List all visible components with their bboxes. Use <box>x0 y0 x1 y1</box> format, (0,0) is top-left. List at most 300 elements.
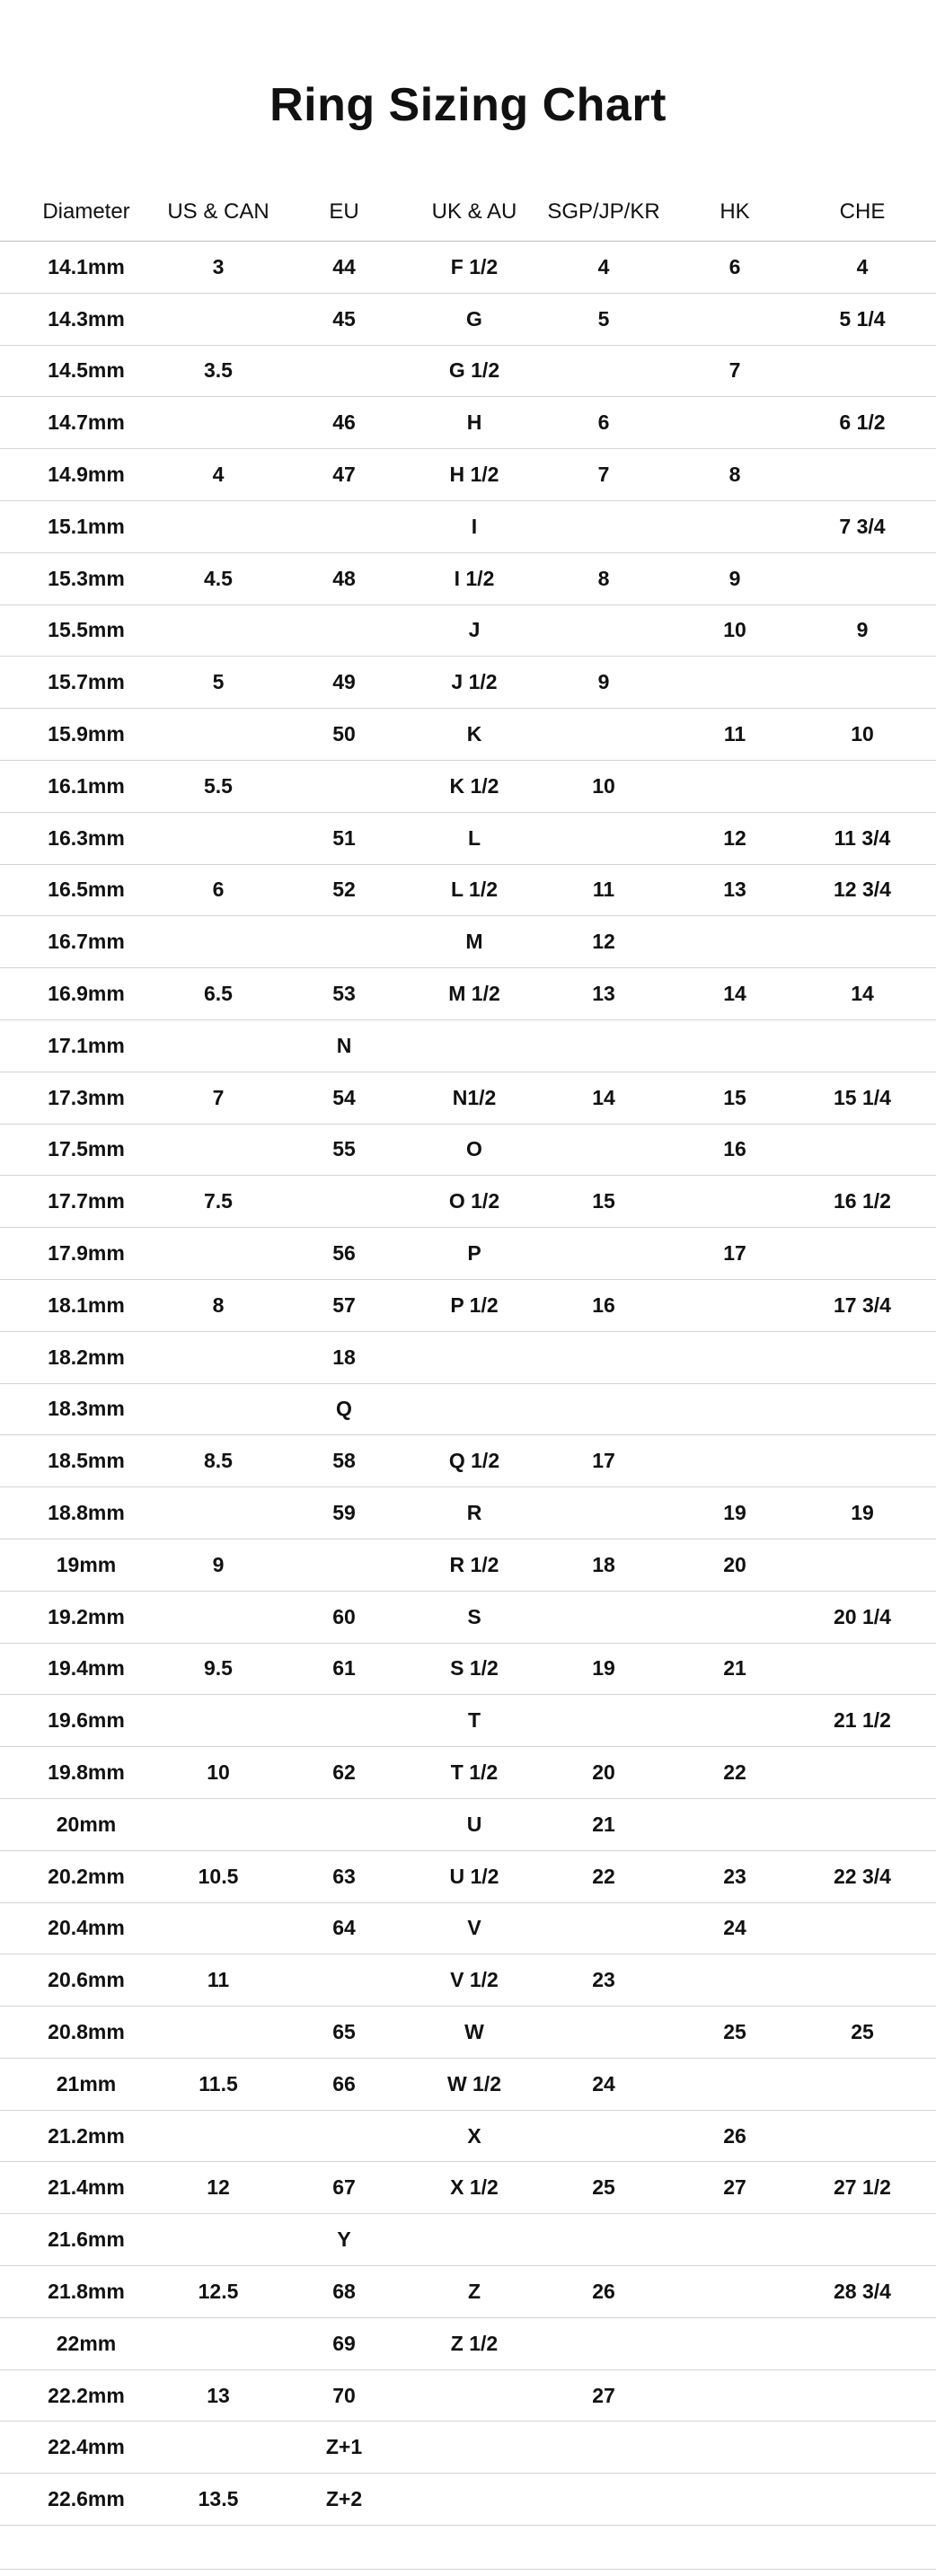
cell-eu <box>296 2111 392 2162</box>
cell-us-can: 10 <box>207 1760 230 1784</box>
cell-diameter: 21.6mm <box>48 2228 125 2252</box>
cell-hk: 23 <box>723 1864 746 1888</box>
cell-uk-au: J <box>468 618 481 642</box>
cell-uk-au: G <box>466 306 482 331</box>
cell-uk-au: I <box>471 514 478 538</box>
cell-diameter: 22.4mm <box>48 2435 125 2459</box>
cell-hk: 27 <box>723 2175 746 2200</box>
cell-che: 10 <box>851 722 874 746</box>
cell-hk: 8 <box>728 463 741 487</box>
table-row <box>0 2059 936 2111</box>
cell-che <box>808 449 916 500</box>
cell-us-can: 7.5 <box>204 1189 233 1213</box>
cell-eu: 70 <box>332 2383 356 2407</box>
cell-hk <box>690 1954 780 2006</box>
cell-hk: 25 <box>723 2019 746 2043</box>
cell-hk: 9 <box>728 566 741 590</box>
cell-eu: Z+2 <box>325 2487 363 2511</box>
cell-che <box>808 1747 916 1798</box>
table-row <box>0 865 936 917</box>
cell-sgp-jp-kr: 26 <box>592 2279 615 2303</box>
table-row <box>0 1799 936 1851</box>
cell-sgp-jp-kr <box>535 346 672 397</box>
cell-diameter: 17.7mm <box>48 1189 125 1213</box>
cell-sgp-jp-kr: 15 <box>592 1189 615 1213</box>
table-row <box>0 1954 936 2007</box>
cell-us-can <box>172 1592 264 1643</box>
cell-hk: 21 <box>723 1656 746 1681</box>
cell-sgp-jp-kr: 18 <box>592 1552 615 1576</box>
cell-diameter: 15.3mm <box>48 566 125 590</box>
cell-us-can: 8 <box>212 1292 225 1317</box>
cell-che <box>808 1799 916 1850</box>
cell-che <box>808 2059 916 2110</box>
cell-che: 5 1/4 <box>839 306 886 331</box>
column-header-diameter: Diameter <box>42 198 130 224</box>
cell-eu: Q <box>336 1397 352 1421</box>
cell-sgp-jp-kr: 25 <box>592 2175 615 2200</box>
table-row <box>0 1332 936 1384</box>
cell-sgp-jp-kr <box>535 2318 672 2369</box>
cell-us-can: 9.5 <box>204 1656 233 1681</box>
cell-us-can: 4 <box>212 463 225 487</box>
cell-sgp-jp-kr <box>535 1228 672 1279</box>
table-row <box>0 968 936 1020</box>
cell-che <box>808 2474 916 2525</box>
cell-sgp-jp-kr <box>535 1695 672 1746</box>
cell-sgp-jp-kr <box>535 1487 672 1539</box>
cell-diameter: 19.4mm <box>48 1656 125 1681</box>
cell-uk-au <box>420 2214 528 2265</box>
cell-us-can <box>172 2318 264 2369</box>
table-row <box>0 242 936 294</box>
table-row <box>0 1384 936 1436</box>
table-header-row <box>0 188 936 242</box>
table-row <box>0 1539 936 1592</box>
table-row <box>0 2370 936 2422</box>
cell-sgp-jp-kr: 22 <box>592 1864 615 1888</box>
table-row <box>0 1747 936 1799</box>
cell-eu: 53 <box>332 982 356 1006</box>
cell-sgp-jp-kr: 6 <box>597 410 610 435</box>
cell-hk <box>690 2214 780 2265</box>
cell-sgp-jp-kr: 8 <box>597 566 610 590</box>
cell-sgp-jp-kr: 20 <box>592 1760 615 1784</box>
table-row <box>0 2162 936 2214</box>
cell-uk-au: V 1/2 <box>450 1968 499 1992</box>
cell-che: 16 1/2 <box>834 1189 891 1213</box>
cell-che <box>808 1125 916 1176</box>
cell-eu: Z+1 <box>325 2435 363 2459</box>
cell-sgp-jp-kr <box>535 2111 672 2162</box>
cell-us-can: 13 <box>207 2383 230 2407</box>
column-header-che: CHE <box>839 198 886 224</box>
cell-us-can <box>172 1228 264 1279</box>
cell-us-can <box>172 1799 264 1850</box>
cell-uk-au: F 1/2 <box>450 254 499 278</box>
cell-hk: 17 <box>723 1241 746 1266</box>
cell-eu <box>296 1176 392 1227</box>
cell-eu <box>296 605 392 657</box>
cell-us-can: 5.5 <box>204 773 233 798</box>
cell-diameter: 19.6mm <box>48 1708 125 1733</box>
cell-sgp-jp-kr: 4 <box>597 254 610 278</box>
table-row <box>0 294 936 346</box>
cell-sgp-jp-kr <box>535 2474 672 2525</box>
cell-che: 15 1/4 <box>834 1085 891 1109</box>
cell-diameter: 19.8mm <box>48 1760 125 1784</box>
cell-sgp-jp-kr <box>535 1125 672 1176</box>
table-row <box>0 605 936 657</box>
cell-uk-au: I 1/2 <box>454 566 495 590</box>
cell-diameter: 20.4mm <box>48 1916 125 1940</box>
cell-che: 6 1/2 <box>839 410 886 435</box>
table-row <box>0 1125 936 1177</box>
cell-che: 17 3/4 <box>834 1292 891 1317</box>
cell-us-can: 7 <box>212 1085 225 1109</box>
cell-hk: 24 <box>723 1916 746 1940</box>
cell-eu: 51 <box>332 825 356 850</box>
cell-sgp-jp-kr: 9 <box>597 670 610 694</box>
table-row <box>0 1695 936 1747</box>
cell-uk-au: W <box>464 2019 484 2043</box>
cell-us-can <box>172 2111 264 2162</box>
table-row <box>0 813 936 865</box>
ring-size-table <box>0 188 936 2526</box>
cell-eu: 62 <box>332 1760 356 1784</box>
cell-uk-au: M <box>465 930 483 954</box>
cell-diameter: 14.5mm <box>48 358 125 383</box>
cell-eu: 55 <box>332 1137 356 1161</box>
cell-sgp-jp-kr: 12 <box>592 930 615 954</box>
table-body <box>0 242 936 2526</box>
cell-us-can <box>172 2007 264 2058</box>
cell-hk <box>690 1799 780 1850</box>
cell-uk-au: T <box>467 1708 481 1733</box>
cell-uk-au <box>420 2474 528 2525</box>
cell-hk <box>690 397 780 448</box>
cell-eu: 54 <box>332 1085 356 1109</box>
table-row <box>0 657 936 709</box>
cell-hk: 16 <box>723 1137 746 1161</box>
cell-che: 14 <box>851 982 874 1006</box>
cell-eu: 44 <box>332 254 356 278</box>
cell-eu <box>296 501 392 552</box>
cell-che: 20 1/4 <box>834 1604 891 1628</box>
cell-uk-au: H <box>466 410 482 435</box>
cell-us-can: 5 <box>212 670 225 694</box>
cell-che <box>808 1644 916 1695</box>
cell-eu: 47 <box>332 463 356 487</box>
cell-us-can: 10.5 <box>198 1864 239 1888</box>
cell-uk-au: S 1/2 <box>450 1656 499 1681</box>
cell-che <box>808 2214 916 2265</box>
cell-diameter: 15.7mm <box>48 670 125 694</box>
cell-us-can: 4.5 <box>204 566 233 590</box>
cell-diameter: 19.2mm <box>48 1604 125 1628</box>
cell-eu: 60 <box>332 1604 356 1628</box>
cell-eu: 52 <box>332 878 356 902</box>
cell-che <box>808 1903 916 1954</box>
cell-eu: 48 <box>332 566 356 590</box>
cell-uk-au <box>420 2370 528 2422</box>
table-row <box>0 2111 936 2163</box>
cell-eu <box>296 1695 392 1746</box>
cell-hk: 19 <box>723 1501 746 1525</box>
table-row <box>0 2474 936 2526</box>
cell-uk-au: K <box>466 722 482 746</box>
cell-hk: 13 <box>723 878 746 902</box>
table-row <box>0 1851 936 1903</box>
cell-diameter: 15.5mm <box>48 618 125 642</box>
cell-eu: 56 <box>332 1241 356 1266</box>
cell-uk-au: U <box>466 1812 482 1836</box>
cell-us-can: 3 <box>212 254 225 278</box>
cell-uk-au: Z <box>467 2279 481 2303</box>
cell-che: 19 <box>851 1501 874 1525</box>
cell-hk <box>690 1020 780 1072</box>
cell-eu: 58 <box>332 1449 356 1473</box>
cell-eu: 69 <box>332 2331 356 2355</box>
cell-diameter: 22mm <box>56 2331 117 2355</box>
cell-che: 25 <box>851 2019 874 2043</box>
cell-uk-au: P <box>467 1241 481 1266</box>
cell-us-can <box>172 1125 264 1176</box>
cell-sgp-jp-kr: 17 <box>592 1449 615 1473</box>
cell-hk <box>690 294 780 345</box>
cell-che <box>808 1020 916 1072</box>
cell-diameter: 18.5mm <box>48 1449 125 1473</box>
cell-hk <box>690 1332 780 1383</box>
cell-us-can: 3.5 <box>204 358 233 383</box>
cell-uk-au: L 1/2 <box>451 878 498 902</box>
cell-us-can: 6 <box>212 878 225 902</box>
table-row <box>0 2007 936 2059</box>
cell-sgp-jp-kr: 27 <box>592 2383 615 2407</box>
cell-sgp-jp-kr <box>535 709 672 760</box>
cell-uk-au: S <box>467 1604 481 1628</box>
cell-uk-au: K 1/2 <box>449 773 499 798</box>
cell-hk <box>690 657 780 708</box>
cell-diameter: 18.1mm <box>48 1292 125 1317</box>
cell-uk-au: R 1/2 <box>449 1552 499 1576</box>
cell-hk <box>690 2266 780 2317</box>
cell-eu: 64 <box>332 1916 356 1940</box>
cell-hk <box>690 1695 780 1746</box>
cell-hk <box>690 2370 780 2422</box>
cell-eu: 59 <box>332 1501 356 1525</box>
cell-che <box>808 1384 916 1435</box>
table-row <box>0 1903 936 1955</box>
cell-us-can: 11.5 <box>199 2071 238 2095</box>
cell-diameter: 18.3mm <box>48 1397 125 1421</box>
cell-che <box>808 916 916 967</box>
cell-che: 7 3/4 <box>839 514 886 538</box>
cell-che <box>808 1435 916 1486</box>
table-row <box>0 1592 936 1644</box>
cell-sgp-jp-kr: 13 <box>592 982 615 1006</box>
cell-che: 12 3/4 <box>834 878 891 902</box>
cell-diameter: 17.5mm <box>48 1137 125 1161</box>
cell-eu: 68 <box>332 2279 356 2303</box>
cell-diameter: 14.9mm <box>48 463 125 487</box>
table-row <box>0 1280 936 1332</box>
cell-sgp-jp-kr: 7 <box>597 463 610 487</box>
cell-uk-au: V <box>467 1916 481 1940</box>
cell-eu: 49 <box>332 670 356 694</box>
cell-uk-au: M 1/2 <box>448 982 500 1006</box>
cell-hk <box>690 1280 780 1331</box>
cell-uk-au: Q 1/2 <box>448 1449 500 1473</box>
cell-hk: 22 <box>723 1760 746 1784</box>
cell-eu: 18 <box>332 1345 356 1369</box>
cell-us-can <box>172 813 264 864</box>
cell-che <box>808 761 916 812</box>
cell-us-can: 8.5 <box>204 1449 233 1473</box>
cell-uk-au <box>420 1020 528 1072</box>
cell-uk-au: N1/2 <box>452 1085 497 1109</box>
cell-uk-au: X 1/2 <box>450 2175 499 2200</box>
cell-diameter: 20.2mm <box>48 1864 125 1888</box>
cell-uk-au: O <box>466 1137 482 1161</box>
cell-che <box>808 2422 916 2473</box>
cell-che <box>808 1954 916 2006</box>
cell-hk: 11 <box>723 722 746 746</box>
cell-diameter: 14.1mm <box>48 254 125 278</box>
cell-eu: N <box>336 1033 352 1057</box>
cell-eu: 45 <box>332 306 356 331</box>
cell-hk: 15 <box>723 1085 746 1109</box>
cell-us-can <box>172 916 264 967</box>
table-row <box>0 1020 936 1072</box>
cell-diameter: 16.1mm <box>48 773 125 798</box>
cell-uk-au: Z 1/2 <box>450 2331 499 2355</box>
cell-sgp-jp-kr: 10 <box>592 773 615 798</box>
cell-che <box>808 1228 916 1279</box>
cell-eu: 57 <box>332 1292 356 1317</box>
cell-diameter: 17.3mm <box>48 1085 125 1109</box>
table-row <box>0 2266 936 2318</box>
cell-diameter: 21mm <box>56 2071 117 2095</box>
table-row <box>0 501 936 553</box>
cell-us-can <box>172 1487 264 1539</box>
cell-eu: 50 <box>332 722 356 746</box>
cell-hk <box>690 2422 780 2473</box>
cell-sgp-jp-kr: 19 <box>592 1656 615 1681</box>
cell-uk-au <box>420 2422 528 2473</box>
cell-diameter: 18.8mm <box>48 1501 125 1525</box>
table-row <box>0 346 936 398</box>
cell-hk <box>690 2474 780 2525</box>
cell-us-can <box>172 294 264 345</box>
cell-eu: 63 <box>332 1864 356 1888</box>
cell-diameter: 14.3mm <box>48 306 125 331</box>
table-row <box>0 1644 936 1696</box>
cell-hk <box>690 501 780 552</box>
cell-hk <box>690 761 780 812</box>
cell-sgp-jp-kr <box>535 2214 672 2265</box>
table-row <box>0 2214 936 2266</box>
cell-diameter: 15.1mm <box>48 514 125 538</box>
cell-diameter: 17.9mm <box>48 1241 125 1266</box>
table-row <box>0 2318 936 2370</box>
cell-sgp-jp-kr <box>535 2007 672 2058</box>
cell-hk: 12 <box>723 825 746 850</box>
cell-diameter: 20mm <box>56 1812 117 1836</box>
column-header-uk-au: UK & AU <box>431 198 517 224</box>
cell-che <box>808 346 916 397</box>
cell-us-can <box>172 605 264 657</box>
cell-che: 9 <box>856 618 869 642</box>
table-row <box>0 1487 936 1539</box>
cell-che <box>808 1332 916 1383</box>
cell-hk <box>690 2318 780 2369</box>
cell-sgp-jp-kr <box>535 1903 672 1954</box>
cell-eu: 61 <box>332 1656 356 1681</box>
cell-hk <box>690 1592 780 1643</box>
cell-che <box>808 2318 916 2369</box>
table-row <box>0 1435 936 1487</box>
table-row <box>0 397 936 449</box>
cell-eu: 67 <box>332 2175 356 2200</box>
cell-che: 27 1/2 <box>834 2175 891 2200</box>
cell-us-can: 6.5 <box>204 982 233 1006</box>
cell-sgp-jp-kr <box>535 501 672 552</box>
cell-hk <box>690 2059 780 2110</box>
cell-uk-au: H 1/2 <box>449 463 499 487</box>
cell-che: 11 3/4 <box>834 825 891 850</box>
cell-uk-au <box>420 1384 528 1435</box>
cell-diameter: 22.2mm <box>48 2383 125 2407</box>
cell-eu: 65 <box>332 2019 356 2043</box>
cell-sgp-jp-kr: 14 <box>592 1085 615 1109</box>
cell-us-can <box>172 1695 264 1746</box>
table-row <box>0 1072 936 1125</box>
cell-che <box>808 657 916 708</box>
cell-sgp-jp-kr: 16 <box>592 1292 615 1317</box>
cell-us-can: 12 <box>207 2175 230 2200</box>
cell-diameter: 17.1mm <box>48 1033 125 1057</box>
column-header-eu: EU <box>329 198 359 224</box>
cell-hk: 14 <box>723 982 746 1006</box>
cell-us-can <box>172 2422 264 2473</box>
cell-diameter: 16.5mm <box>48 878 125 902</box>
cell-us-can: 9 <box>212 1552 225 1576</box>
cell-uk-au: W 1/2 <box>446 2071 502 2095</box>
cell-us-can <box>172 397 264 448</box>
cell-diameter: 15.9mm <box>48 722 125 746</box>
cell-us-can: 12.5 <box>198 2279 239 2303</box>
cell-che: 21 1/2 <box>834 1708 891 1733</box>
cell-diameter: 21.8mm <box>48 2279 125 2303</box>
cell-diameter: 22.6mm <box>48 2487 125 2511</box>
cell-che <box>808 2111 916 2162</box>
cell-che <box>808 2370 916 2422</box>
cell-eu <box>296 1799 392 1850</box>
cell-hk: 26 <box>723 2123 746 2148</box>
cell-diameter: 19mm <box>56 1552 117 1576</box>
cell-us-can <box>172 501 264 552</box>
cell-diameter: 20.6mm <box>48 1968 125 1992</box>
page-title: Ring Sizing Chart <box>269 79 667 131</box>
column-header-hk: HK <box>720 198 750 224</box>
table-row <box>0 916 936 968</box>
cell-sgp-jp-kr: 24 <box>592 2071 615 2095</box>
cell-diameter: 21.2mm <box>48 2123 125 2148</box>
cell-che <box>808 1539 916 1591</box>
cell-sgp-jp-kr <box>535 813 672 864</box>
cell-eu <box>296 916 392 967</box>
